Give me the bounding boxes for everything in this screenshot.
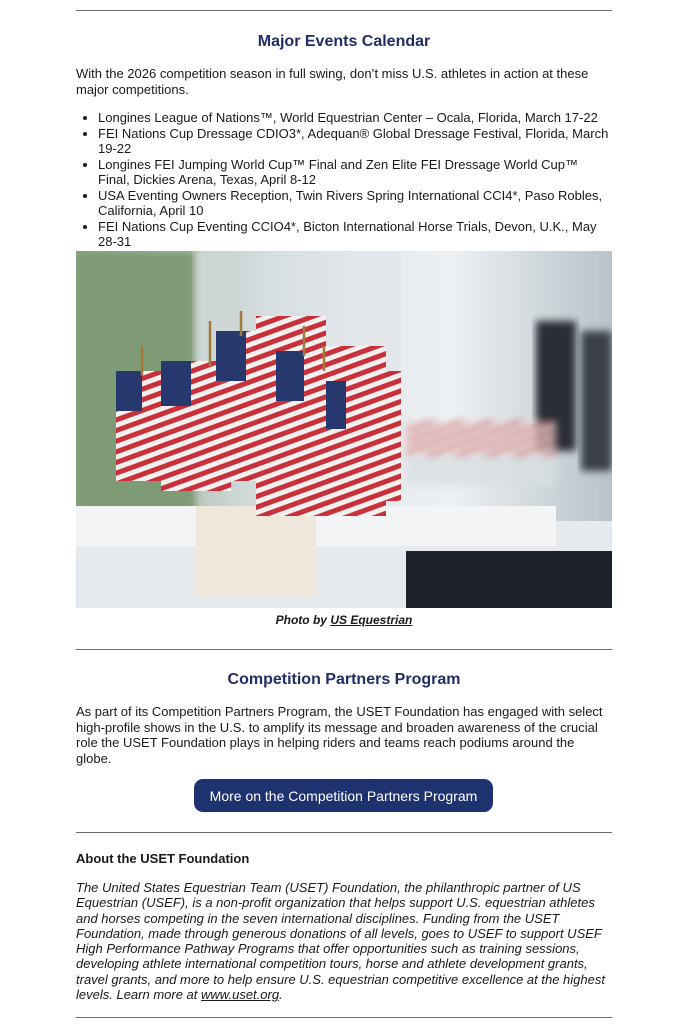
list-item: • Longines FEI Jumping World Cup™ Final and Zen Elite FEI Dressage World Cup™ Final, Dickies Arena, Texas, April 8-12 [98,157,612,188]
list-item: • Longines League of Nations™, World Equestrian Center – Ocala, Florida, March 17-22 [98,110,612,126]
list-item: • USA Eventing Owners Reception, Twin Rivers Spring International CCI4*, Paso Robles, California, April 10 [98,188,612,219]
about-heading: About the USET Foundation [76,851,250,866]
partners-body: As part of its Competition Partners Program, the USET Foundation has engaged with select high-profile shows in the U.S. to amplify its message and broaden awareness of the crucial role the USET Foundation plays in helping riders and teams reach podiums around the globe. [76,704,603,766]
events-body [76,66,612,250]
list-item: • FEI Nations Cup Dressage CDIO3*, Adequan® Global Dressage Festival, Florida, March 19-22 [98,126,612,157]
about-section [76,851,612,866]
caption-prefix: Photo by [275,613,327,627]
caption-link[interactable]: US Equestrian [330,613,413,627]
about-body-wrap [76,880,612,1002]
about-body [76,880,612,1002]
list-item: • FEI Nations Cup Eventing CCIO4*, Bicton International Horse Trials, Devon, U.K., May 28-31 [98,219,612,250]
uset-link[interactable]: www.uset.org [201,987,280,1003]
flags-photo [76,251,612,608]
events-list [76,110,612,250]
events-heading: Major Events Calendar [257,33,431,50]
photo-caption [76,613,612,627]
top-divider [76,10,612,11]
events-intro: With the 2026 competition season in full swing, don’t miss U.S. athletes in action at these major competitions. [76,66,589,97]
partners-section [76,671,612,689]
partners-heading: Competition Partners Program [227,671,461,688]
about-text: The United States Equestrian Team (USET) Foundation, the philanthropic partner of US Equestrian (USEF), is a non-profit organization that helps support U.S. equestrian athletes and horses competing in the seven international disciplines. Funding from the USET Foundation, made through generous donations of all levels, goes to USEF to support USEF High Performance Pathway Programs that offer opportunities such as training sessions, developing athlete international competition tours, horse and athlete development grants, travel grants, and more to help ensure U.S. equestrian competitive excellence at the highest levels. Learn more at [76,880,605,1003]
about-suffix: . [279,987,283,1003]
bottom-divider [76,1017,612,1018]
partners-body-wrap [76,704,612,766]
divider [76,832,612,833]
divider [76,649,612,650]
events-section [76,33,612,51]
competition-partners-button[interactable]: More on the Competition Partners Program [194,779,493,812]
